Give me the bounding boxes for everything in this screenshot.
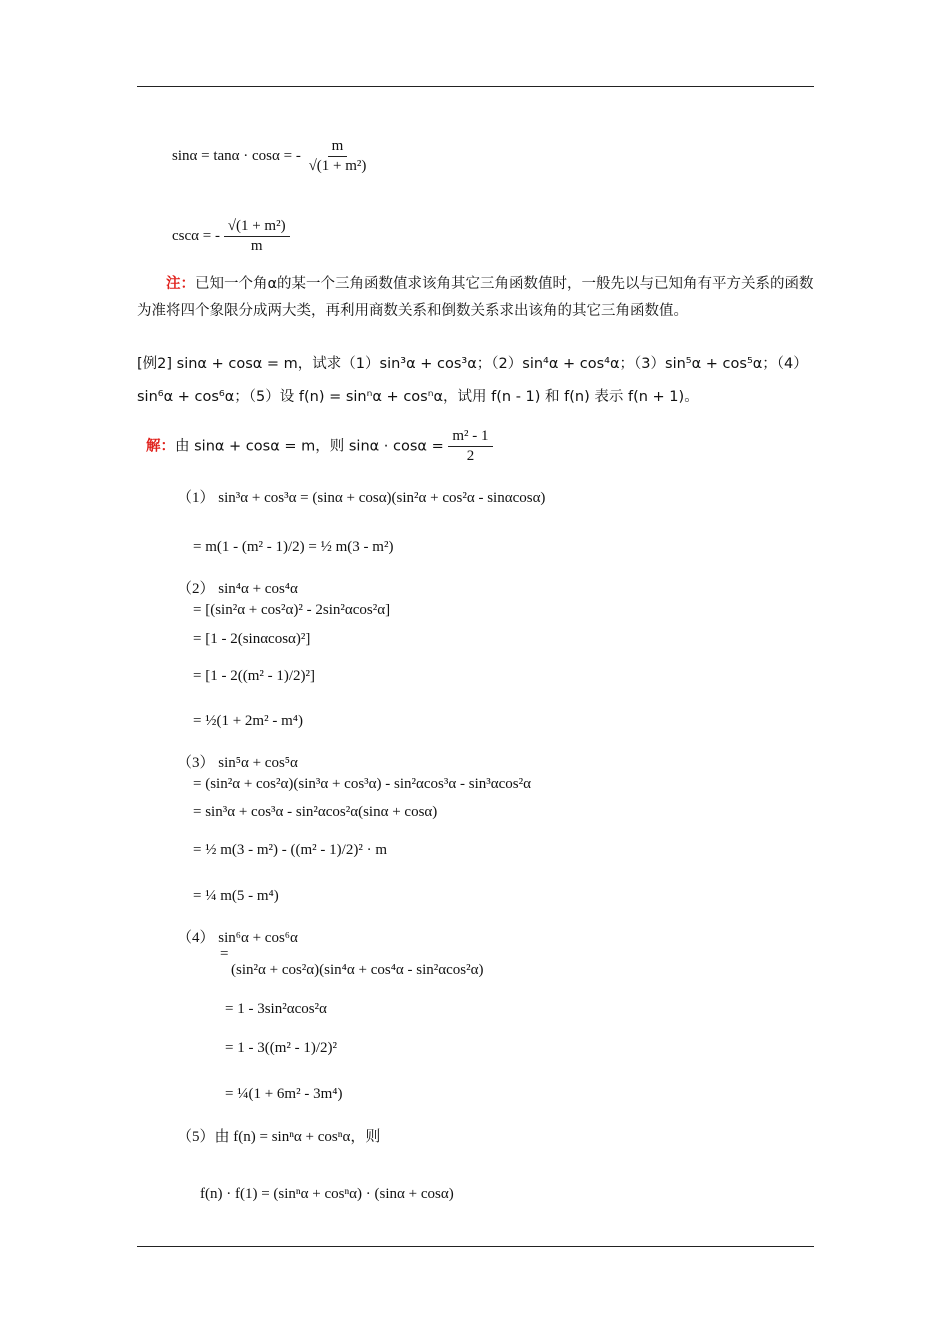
part-4-equals: =: [220, 946, 229, 962]
part-3-line-4: = ½ m(3 - m²) - ((m² - 1)/2)² · m: [193, 842, 387, 858]
note-label: 注：: [166, 276, 195, 292]
example-2-line-2: sin⁶α + cos⁶α；（5）设 f(n) = sinⁿα + cosⁿα，试用 f(n - 1) 和 f(n) 表示 f(n + 1)。: [137, 389, 699, 405]
part-3-line-2: = (sin²α + cos²α)(sin³α + cos³α) - sin²αcos³α - sin³αcos²α: [193, 776, 531, 792]
fraction: [305, 138, 371, 175]
numerator: m: [328, 138, 348, 157]
equation-lhs: sinα = tanα · cosα = -: [172, 147, 301, 164]
part-4-line-1: （4） sin⁶α + cos⁶α: [177, 930, 298, 946]
fraction: [448, 428, 492, 465]
part-2-line-4: = [1 - 2((m² - 1)/2)²]: [193, 668, 315, 684]
fraction: [224, 218, 290, 255]
part-3-line-3: = sin³α + cos³α - sin²αcos²α(sinα + cosα): [193, 804, 438, 820]
numerator: √(1 + m²): [224, 218, 290, 237]
part-1-line-2: = m(1 - (m² - 1)/2) = ½ m(3 - m²): [193, 539, 394, 555]
part-4-line-2: (sin²α + cos²α)(sin⁴α + cos⁴α - sin²αcos²α): [231, 962, 484, 978]
footer-rule: [137, 1246, 814, 1247]
part-5-line-2: f(n) · f(1) = (sinⁿα + cosⁿα) · (sinα + cosα): [200, 1186, 454, 1202]
part-3-line-5: = ¼ m(5 - m⁴): [193, 888, 279, 904]
denominator: 2: [466, 448, 475, 464]
solution-intro: [146, 428, 493, 465]
part-3-line-1: （3） sin⁵α + cos⁵α: [177, 755, 298, 771]
denominator: m: [250, 238, 263, 254]
part-2-line-5: = ½(1 + 2m² - m⁴): [193, 713, 303, 729]
part-2-line-1: （2） sin⁴α + cos⁴α: [177, 581, 298, 597]
part-4-line-5: = ¼(1 + 6m² - 3m⁴): [225, 1086, 343, 1102]
equation-sin: [172, 138, 370, 175]
header-rule: [137, 86, 814, 87]
numerator: m² - 1: [448, 428, 492, 447]
part-2-line-3: = [1 - 2(sinαcosα)²]: [193, 631, 311, 647]
solution-text: 由 sinα + cosα = m，则 sinα · cosα =: [175, 438, 444, 455]
part-1-line-1: （1） sin³α + cos³α = (sinα + cosα)(sin²α + cos²α - sinαcosα): [177, 490, 546, 506]
equation-csc: [172, 218, 290, 255]
part-4-line-3: = 1 - 3sin²αcos²α: [225, 1001, 327, 1017]
part-4-line-4: = 1 - 3((m² - 1)/2)²: [225, 1040, 338, 1056]
note-text: 已知一个角α的某一个三角函数值求该角其它三角函数值时，一般先以与已知角有平方关系的函数为准将四个象限分成两大类，再利用商数关系和倒数关系求出该角的其它三角函数值。: [137, 276, 814, 319]
part-5-line-1: （5）由 f(n) = sinⁿα + cosⁿα，则: [177, 1129, 381, 1145]
solution-label: 解：: [146, 438, 175, 455]
part-2-line-2: = [(sin²α + cos²α)² - 2sin²αcos²α]: [193, 602, 391, 618]
equation-lhs: cscα = -: [172, 227, 220, 244]
denominator: √(1 + m²): [308, 158, 367, 174]
note-paragraph: [137, 271, 815, 325]
example-2-line-1: [例2] sinα + cosα = m，试求（1）sin³α + cos³α；（2）sin⁴α + cos⁴α；（3）sin⁵α + cos⁵α；（4）: [137, 356, 808, 372]
